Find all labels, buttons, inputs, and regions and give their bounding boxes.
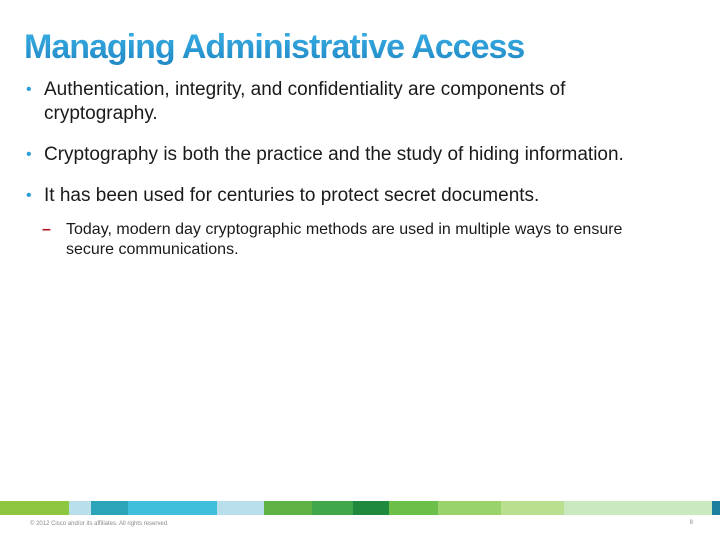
- bullet-text: Cryptography is both the practice and the study of hiding information.: [44, 144, 624, 165]
- sub-bullet-text: Today, modern day cryptographic methods are used in multiple ways to ensure secure communications.: [66, 221, 623, 258]
- bullet-list: [26, 78, 666, 260]
- footer-stripe-segment: [91, 501, 128, 515]
- footer-stripe-segment: [217, 501, 264, 515]
- bullet-item: [26, 184, 666, 208]
- bullet-marker: •: [26, 146, 32, 163]
- bullet-marker: •: [26, 187, 32, 204]
- sub-bullet-marker: –: [42, 221, 51, 238]
- slide-number: 8: [689, 520, 693, 526]
- footer-stripe-segment: [501, 501, 564, 515]
- footer-stripe-segment: [264, 501, 311, 515]
- footer-stripe-segment: [69, 501, 91, 515]
- bullet-text: It has been used for centuries to protect secret documents.: [44, 185, 540, 206]
- footer-stripe-segment: [353, 501, 389, 515]
- bullet-marker: •: [26, 81, 32, 98]
- copyright-notice: © 2012 Cisco and/or its affiliates. All rights reserved.: [30, 521, 169, 527]
- footer-stripe-segment: [178, 501, 217, 515]
- footer-stripe-segment: [128, 501, 177, 515]
- footer-stripe-segment: [712, 501, 720, 515]
- footer-stripe-segment: [312, 501, 353, 515]
- footer-stripe-segment: [564, 501, 712, 515]
- footer-stripe-segment: [389, 501, 438, 515]
- footer-color-stripe: [0, 501, 720, 515]
- sub-bullet-item: [26, 220, 666, 260]
- slide-title: Managing Administrative Access: [24, 28, 525, 66]
- bullet-item: [26, 78, 666, 126]
- footer-stripe-segment: [438, 501, 501, 515]
- bullet-item: [26, 143, 666, 167]
- footer-stripe-segment: [0, 501, 69, 515]
- bullet-text: Authentication, integrity, and confidentiality are components of cryptography.: [44, 79, 566, 124]
